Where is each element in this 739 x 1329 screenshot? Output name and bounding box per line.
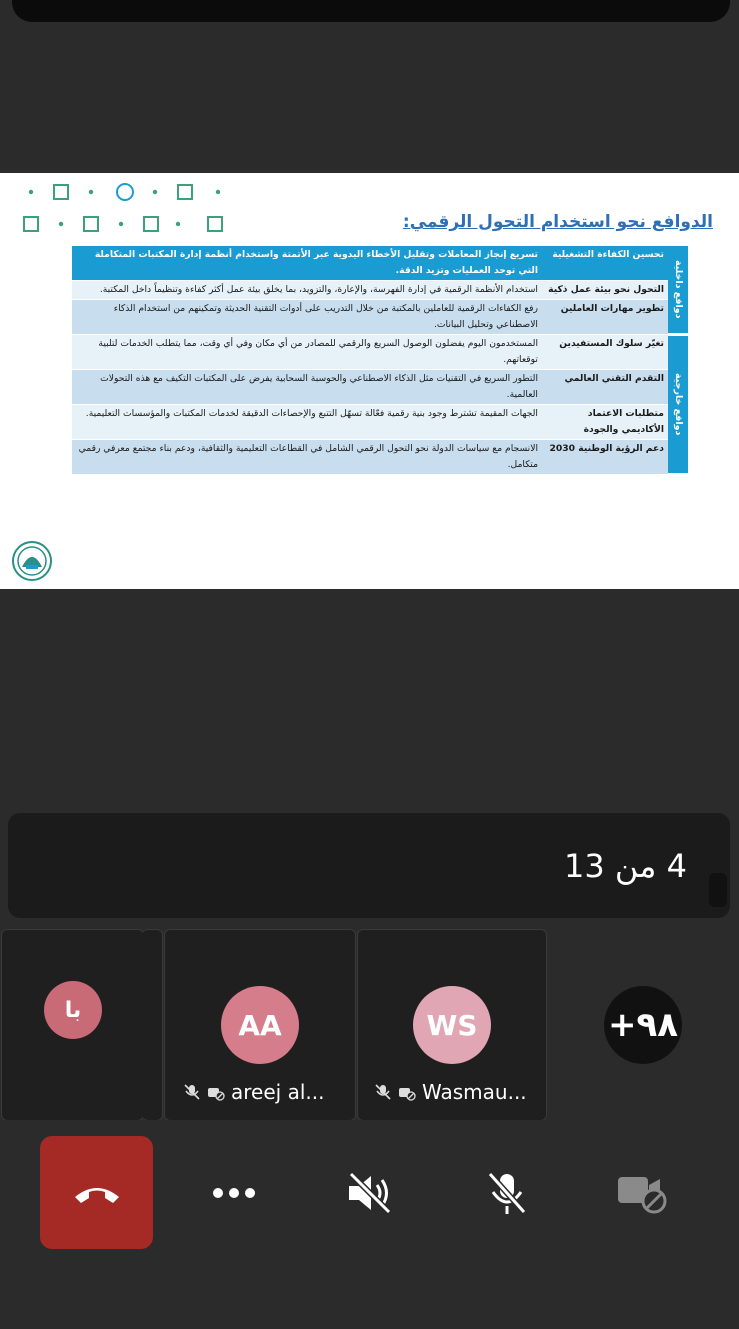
factor-cell: التقدم التقني العالمي — [542, 370, 668, 405]
camera-off-icon — [398, 1083, 416, 1101]
factor-cell: تغيّر سلوك المستفيدين — [542, 335, 668, 370]
slide-title: الدوافع نحو استخدام التحول الرقمي: — [402, 212, 713, 232]
avatar: AA — [221, 986, 299, 1064]
more-participants-button[interactable]: +٩٨ — [604, 986, 682, 1064]
description-cell: استخدام الأنظمة الرقمية في إدارة الفهرسة، والإعارة، والتزويد، بما يخلق بيئة عمل أكثر كفاءة وتنظيماً داخل المكتبة. — [72, 281, 542, 300]
factor-cell: تحسين الكفاءة التشغيلية — [542, 246, 668, 281]
description-cell: رفع الكفاءات الرقمية للعاملين بالمكتبة من خلال التدريب على أدوات التقنية الحديثة وتمكينهم من استخدام الذكاء الاصطناعي وتحليل البيانات. — [72, 300, 542, 335]
table-row — [72, 281, 688, 300]
university-logo-icon — [12, 541, 52, 581]
factor-cell: تطوير مهارات العاملين — [542, 300, 668, 335]
page-counter-bar — [8, 813, 730, 918]
speaker-button[interactable] — [313, 1136, 426, 1249]
group-internal: دوافع داخلية — [668, 246, 688, 335]
factor-cell: التحول نحو بيئة عمل ذكية — [542, 281, 668, 300]
top-status-pill — [12, 0, 730, 22]
description-cell: الانسجام مع سياسات الدولة نحو التحول الرقمي الشامل في القطاعات التعليمية والثقافية، ودعم بناء مجتمع معرفي رقمي متكامل. — [72, 440, 542, 475]
hangup-button[interactable] — [40, 1136, 153, 1249]
avatar: با — [44, 981, 102, 1039]
participant-tile[interactable] — [164, 929, 356, 1121]
more-button[interactable] — [177, 1136, 290, 1249]
factor-cell: متطلبات الاعتماد الأكاديمي والجودة — [542, 405, 668, 440]
tile-divider — [142, 929, 163, 1121]
scroll-handle[interactable] — [709, 873, 727, 907]
more-icon — [212, 1187, 256, 1199]
table-row — [72, 370, 688, 405]
ornament-pattern-icon — [18, 181, 233, 239]
group-external: دوافع خارجية — [668, 335, 688, 475]
table-row — [72, 335, 688, 370]
camera-button[interactable] — [586, 1136, 699, 1249]
description-cell: الجهات المقيمة تشترط وجود بنية رقمية فعّالة تسهّل التتبع والإحصاءات الدقيقة لخدمات المكتبات والمؤسسات التعليمية. — [72, 405, 542, 440]
drivers-table — [72, 246, 688, 476]
table-row — [72, 246, 688, 281]
call-controls — [0, 1120, 739, 1329]
avatar: WS — [413, 986, 491, 1064]
mic-muted-icon — [183, 1083, 201, 1101]
participant-name: Wasmau... — [422, 1080, 527, 1104]
factor-cell: دعم الرؤية الوطنية 2030 — [542, 440, 668, 475]
camera-off-icon — [616, 1171, 670, 1215]
participant-name: areej al... — [231, 1080, 325, 1104]
table-row — [72, 440, 688, 475]
mic-button[interactable] — [450, 1136, 563, 1249]
hangup-icon — [72, 1181, 122, 1205]
mic-muted-icon — [482, 1168, 532, 1218]
table-row — [72, 405, 688, 440]
participant-tile[interactable] — [1, 929, 144, 1121]
table-row — [72, 300, 688, 335]
description-cell: المستخدمون اليوم يفضلون الوصول السريع والرقمي للمصادر من أي مكان وفي أي وقت، مما يتطلب الخدمات لتلبية توقعاتهم. — [72, 335, 542, 370]
mic-muted-icon — [374, 1083, 392, 1101]
description-cell: التطور السريع في التقنيات مثل الذكاء الاصطناعي والحوسبة السحابية يفرض على المكتبات التكيف مع هذه التحولات العالمية. — [72, 370, 542, 405]
camera-off-icon — [207, 1083, 225, 1101]
participant-tile[interactable] — [357, 929, 547, 1121]
description-cell: تسريع إنجاز المعاملات وتقليل الأخطاء اليدوية عبر الأتمتة واستخدام أنظمة إدارة المكتبات المتكاملة التي توحد العمليات وتزيد الدقة. — [72, 246, 542, 281]
shared-slide — [0, 173, 739, 589]
page-counter: 4 من 13 — [564, 847, 687, 885]
speaker-muted-icon — [345, 1168, 395, 1218]
